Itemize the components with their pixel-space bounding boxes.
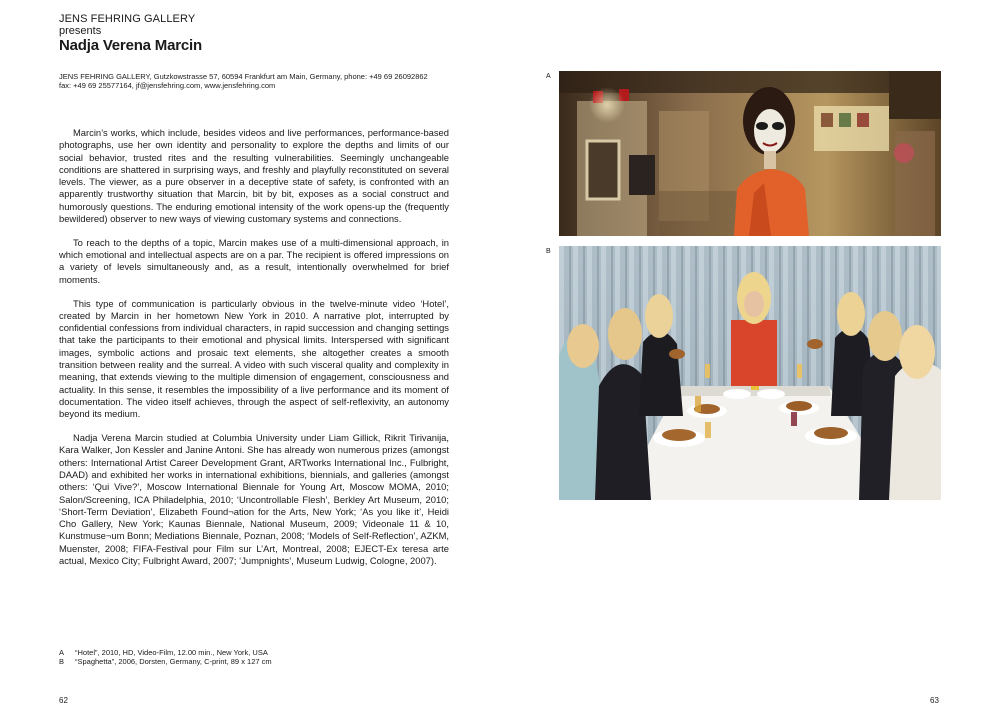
caption-letter: A — [59, 648, 65, 657]
contact-line-fax: fax: +49 69 25577164, jf@jensfehring.com, www.jensfehring.com — [59, 81, 276, 90]
artist-name: Nadja Verena Marcin — [59, 37, 202, 54]
photo-hotel — [559, 71, 941, 236]
figure-label-a: A — [546, 73, 551, 80]
paragraph: Marcin’s works, which include, besides videos and live performances, performance-based photographs, use her own identity and personality to explore the depths and limits of our social behavior, trusted rites and the resulting vulnerabilities. Seemingly unchangeable conditions are shattered in surprising ways, and freshly and playfully reconstituted on several levels. The viewer, as a pure observer in a deceptive state of safety, is confronted with an apparently trustworthy situation that Marcin, bit by bit, exposes as a social construct and humorously questions. The enduring emotional intensity of the work opens-up the (frequently bewildered) observer to new ways of viewing customary systems and connections. — [59, 127, 449, 225]
page-number-right: 63 — [930, 696, 939, 705]
caption-row — [59, 657, 272, 666]
body-text — [59, 127, 449, 579]
page-number-left: 62 — [59, 696, 68, 705]
contact-info — [59, 72, 459, 90]
figure-captions — [59, 648, 272, 666]
gallery-name: JENS FEHRING GALLERY — [59, 13, 196, 25]
presents-label: presents — [59, 25, 102, 37]
photo-hotel-image — [559, 71, 941, 236]
photo-spaghetta — [559, 246, 941, 500]
paragraph: This type of communication is particularly obvious in the twelve-minute video ‘Hotel’, created by Marcin in her hometown New York in 2010. A narrative plot, interrupted by confidential confessions from individual characters, in rapid succession and changing settings that take the participants to their emotional and physical limits. Interspersed with significant images, symbolic actions and prosaic text elements, she altogether creates a smooth transition between reality and the surreal. A video with such visceral quality and complexity in meaning, that extends viewing to the multiple dimension of engagement, consciousness and actuality. In this sense, it resembles the impossibility of a live performance and its moment of documentation. The video itself achieves, through the aspect of self-reflexivity, an autonomy beyond its medium. — [59, 297, 449, 420]
caption-letter: B — [59, 657, 65, 666]
paragraph: Nadja Verena Marcin studied at Columbia University under Liam Gillick, Rikrit Tirivanija, Kara Walker, Jon Kessler and Janine Antoni. She has already won numerous prizes (amongst others: International Artist Career Development Grant, ARTworks International Inc., Fulbright, DAAD) and exhibited her works in international exhibitions, biennials, and galleries (amongst others: ‘Qui Vive?’, Moscow International Biennale for Young Art, Moscow MOMA, 2010; Salon/Screening, ICA Philadelphia, 2010; ‘Uncontrollable Flesh’, Berkley Art Museum, 2010; ‘Short-Term Deviation’, Elizabeth Found¬ation for the Arts, New York; ‘As you like it’, Heidi Cho Gallery, New York; Kaunas Biennale, National Museum, 2009; Videonale 11 & 10, Kunstmuse¬um Bonn; Mediations Biennale, Poznan, 2008; ‘Models of Self-Reflection’, AZKM, Muenster, 2008; FIFA-Festival pour Film sur L’Art, Montreal, 2008; EJECT-Ex teresa arte actual, Mexico City; Fulbright Award, 2007; ‘Jumpnights’, Museum Ludwig, Cologne, 2007). — [59, 432, 449, 566]
caption-text: “Hotel”, 2010, HD, Video-Film, 12.00 min., New York, USA — [75, 648, 268, 657]
caption-row — [59, 648, 272, 657]
paragraph: To reach to the depths of a topic, Marcin makes use of a multi-dimensional approach, in which emotional and intellectual aspects are on a par. The recipient is offered impressions on a variety of levels simultaneously and, as a result, intentionally overwhelmed for brief moments. — [59, 236, 449, 285]
figure-label-b: B — [546, 248, 551, 255]
contact-line-address: JENS FEHRING GALLERY, Gutzkowstrasse 57, 60594 Frankfurt am Main, Germany, phone: +49 69 26092862 — [59, 72, 428, 81]
caption-text: “Spaghetta”, 2006, Dorsten, Germany, C-print, 89 x 127 cm — [75, 657, 272, 666]
photo-spaghetta-image — [559, 246, 941, 500]
